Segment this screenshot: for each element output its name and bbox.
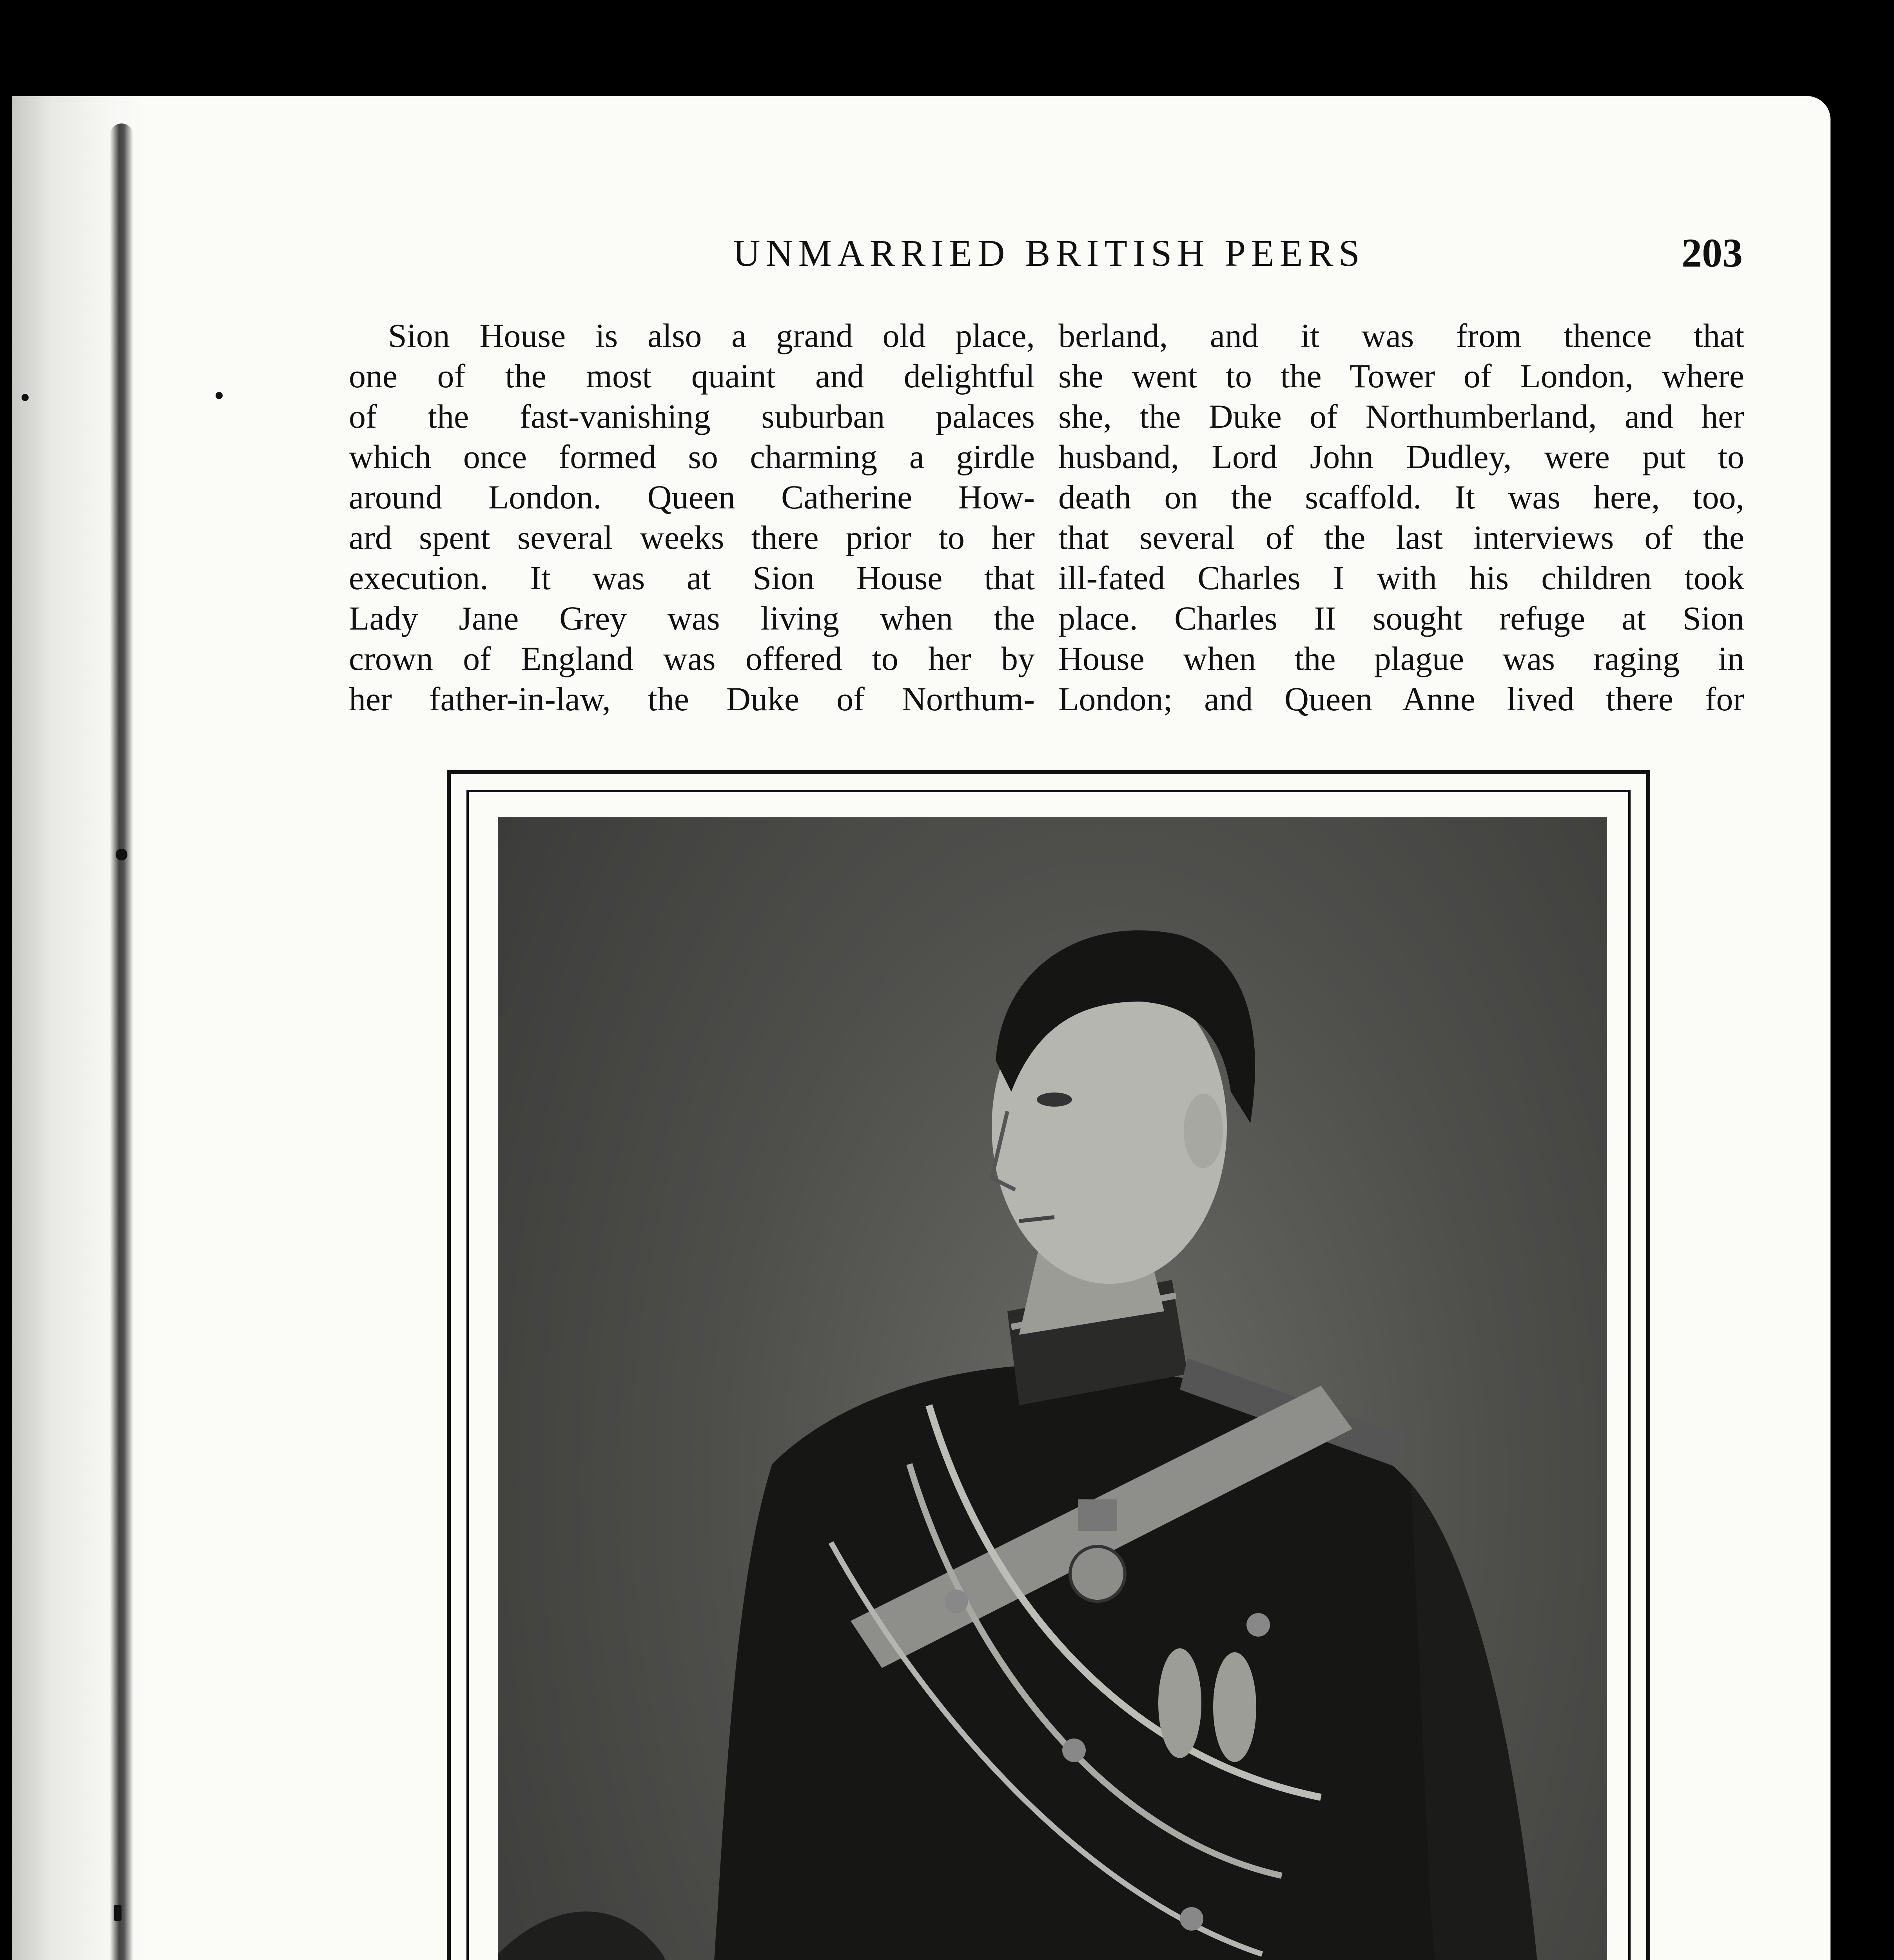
page-number: 203 xyxy=(1682,230,1743,276)
text-line: berland, and it was from thence that xyxy=(1058,317,1744,354)
text-line: around London. Queen Catherine How- xyxy=(349,478,1035,516)
text-line: husband, Lord John Dudley, were put to xyxy=(1058,438,1744,475)
portrait-illustration xyxy=(498,817,1607,1960)
text-line: of the fast-vanishing suburban palaces xyxy=(349,397,1035,435)
scan-speck xyxy=(22,394,29,401)
text-column-right xyxy=(1058,316,1744,719)
scan-speck xyxy=(114,1905,122,1921)
text-line: death on the scaffold. It was here, too, xyxy=(1058,478,1744,516)
binding-edge xyxy=(110,123,133,1960)
text-line: London; and Queen Anne lived there for xyxy=(1058,680,1744,718)
text-line: Lady Jane Grey was living when the xyxy=(349,599,1035,637)
text-line: Sion House is also a grand old place, xyxy=(388,317,1035,354)
text-line: her father-in-law, the Duke of Northum- xyxy=(349,680,1035,718)
portrait-photograph xyxy=(498,817,1607,1960)
text-line: ill-fated Charles I with his children took xyxy=(1058,559,1744,597)
text-line: crown of England was offered to her by xyxy=(349,640,1035,677)
text-line: place. Charles II sought refuge at Sion xyxy=(1058,599,1744,637)
text-line: she, the Duke of Northumberland, and her xyxy=(1058,397,1744,435)
text-line: ard spent several weeks there prior to her xyxy=(349,519,1035,556)
running-head: UNMARRIED BRITISH PEERS xyxy=(733,232,1365,274)
text-line: which once formed so charming a girdle xyxy=(349,438,1035,475)
scan-speck xyxy=(116,849,127,860)
scan-speck xyxy=(216,392,223,399)
text-line: that several of the last interviews of the xyxy=(1058,519,1744,556)
text-column-left xyxy=(349,316,1035,719)
scan-top-border xyxy=(0,0,1894,98)
text-line: she went to the Tower of London, where xyxy=(1058,357,1744,395)
text-line: House when the plague was raging in xyxy=(1058,640,1744,677)
text-line: one of the most quaint and delightful xyxy=(349,357,1035,395)
text-line: execution. It was at Sion House that xyxy=(349,559,1035,597)
